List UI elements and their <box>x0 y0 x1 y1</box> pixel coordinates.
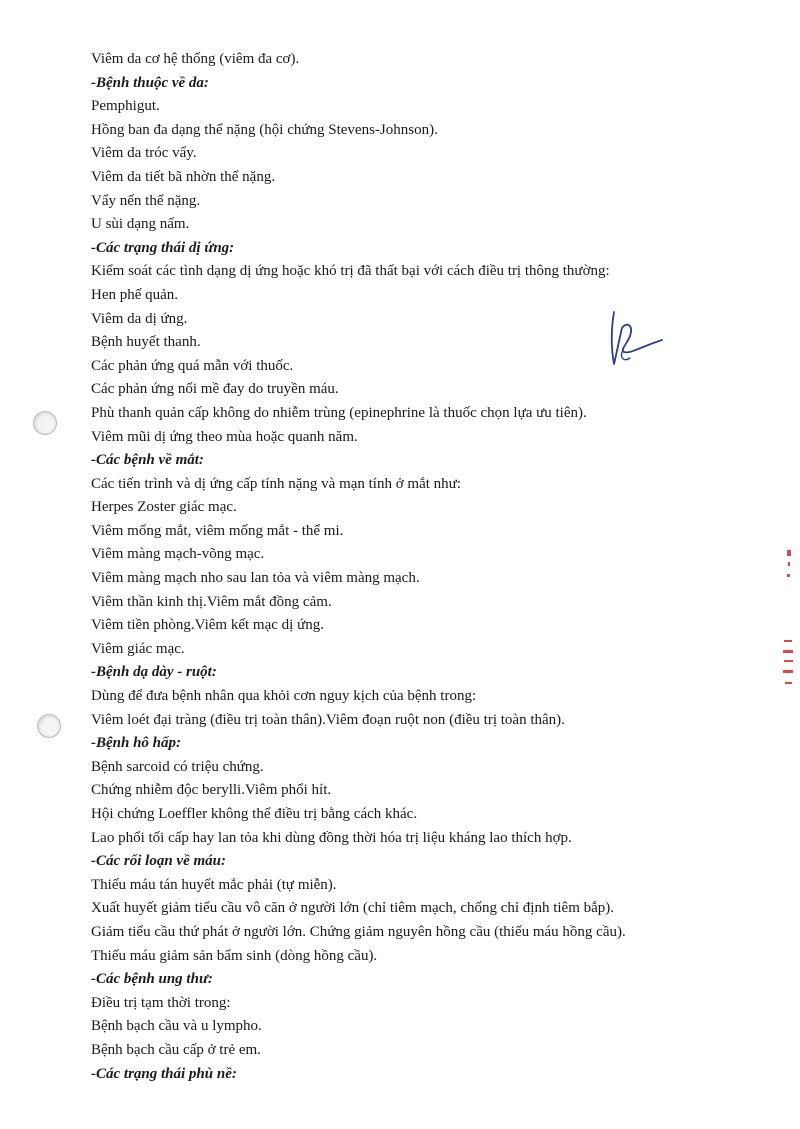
text-line: Viêm tiền phòng.Viêm kết mạc dị ứng. <box>91 617 324 634</box>
text-line: Thiếu máu tán huyết mắc phải (tự miễn). <box>91 876 337 893</box>
text-line: Pemphigut. <box>91 98 160 115</box>
edge-mark-bottom <box>782 636 794 696</box>
text-line: Các phản ứng nổi mề đay do truyền máu. <box>91 381 339 398</box>
text-line: Viêm da cơ hệ thống (viêm đa cơ). <box>91 51 300 67</box>
handwritten-signature-icon <box>600 306 670 376</box>
text-line: Xuất huyết giảm tiểu cầu vô căn ở người lớn (chỉ tiêm mạch, chống chỉ định tiêm bắp). <box>91 900 615 917</box>
text-line: Hồng ban đa dạng thể nặng (hội chứng Stevens-Johnson). <box>91 121 438 138</box>
text-line: Kiểm soát các tình dạng dị ứng hoặc khó trị đã thất bại với cách điều trị thông thường: <box>91 263 610 280</box>
text-line: Herpes Zoster giác mạc. <box>91 499 237 516</box>
section-heading: -Các trạng thái phù nề: <box>91 1065 237 1082</box>
section-heading: -Bệnh dạ dày - ruột: <box>91 664 217 681</box>
text-line: Viêm giác mạc. <box>91 640 185 657</box>
text-line: Viêm da tiết bã nhờn thể nặng. <box>91 168 276 185</box>
text-line: Thiếu máu giảm sản bẩm sinh (dòng hồng cầu). <box>91 947 378 964</box>
text-line: Bệnh sarcoid có triệu chứng. <box>91 758 264 775</box>
text-line: Lao phổi tối cấp hay lan tỏa khi dùng đồng thời hóa trị liệu kháng lao thích hợp. <box>91 829 572 846</box>
text-line: Viêm màng mạch-võng mạc. <box>91 546 265 563</box>
text-line: Hội chứng Loeffler không thể điều trị bằng cách khác. <box>91 806 418 822</box>
document-page <box>91 48 731 1086</box>
text-line: Viêm loét đại tràng (điều trị toàn thân).Viêm đoạn ruột non (điều trị toàn thân). <box>91 711 565 728</box>
text-line: Viêm mũi dị ứng theo mùa hoặc quanh năm. <box>91 428 358 445</box>
text-line: Viêm màng mạch nho sau lan tỏa và viêm màng mạch. <box>91 570 420 587</box>
punch-hole-bottom <box>37 714 61 738</box>
text-line: Bệnh bạch cầu và u lympho. <box>91 1018 262 1035</box>
section-heading: -Bệnh hô hấp: <box>91 735 182 752</box>
text-line: Chứng nhiễm độc berylli.Viêm phổi hít. <box>91 782 332 799</box>
text-line: Hen phế quản. <box>91 286 179 303</box>
text-line: Điều trị tạm thời trong: <box>91 994 231 1011</box>
text-line: Bệnh huyết thanh. <box>91 334 201 351</box>
section-heading: -Bệnh thuộc về da: <box>91 74 209 91</box>
section-heading: -Các bệnh về mắt: <box>91 452 204 469</box>
text-line: Viêm da tróc vẩy. <box>91 145 197 162</box>
text-line: Các tiến trình và dị ứng cấp tính nặng và mạn tính ở mắt như: <box>91 475 461 492</box>
section-heading: -Các bệnh ung thư: <box>91 971 213 988</box>
text-line: Bệnh bạch cầu cấp ở trẻ em. <box>91 1041 261 1058</box>
text-line: Dùng để đưa bệnh nhân qua khỏi cơn nguy kịch của bệnh trong: <box>91 688 477 705</box>
text-line: Vẩy nến thể nặng. <box>91 192 201 209</box>
edge-mark-top <box>782 548 794 588</box>
text-line: Phù thanh quản cấp không do nhiễm trùng (epinephrine là thuốc chọn lựa ưu tiên). <box>91 404 587 421</box>
section-heading: -Các rối loạn về máu: <box>91 853 226 870</box>
text-line: Viêm thần kinh thị.Viêm mắt đồng cảm. <box>91 593 332 610</box>
text-line: U sùi dạng nấm. <box>91 216 190 233</box>
section-heading: -Các trạng thái dị ứng: <box>91 239 235 256</box>
text-line: Viêm mống mắt, viêm mống mắt - thể mi. <box>91 522 344 539</box>
text-line: Các phản ứng quá mẫn với thuốc. <box>91 357 294 374</box>
text-line: Giảm tiểu cầu thứ phát ở người lớn. Chứng giảm nguyên hồng cầu (thiếu máu hồng cầu). <box>91 923 626 940</box>
text-line: Viêm da dị ứng. <box>91 310 188 327</box>
punch-hole-top <box>33 411 57 435</box>
